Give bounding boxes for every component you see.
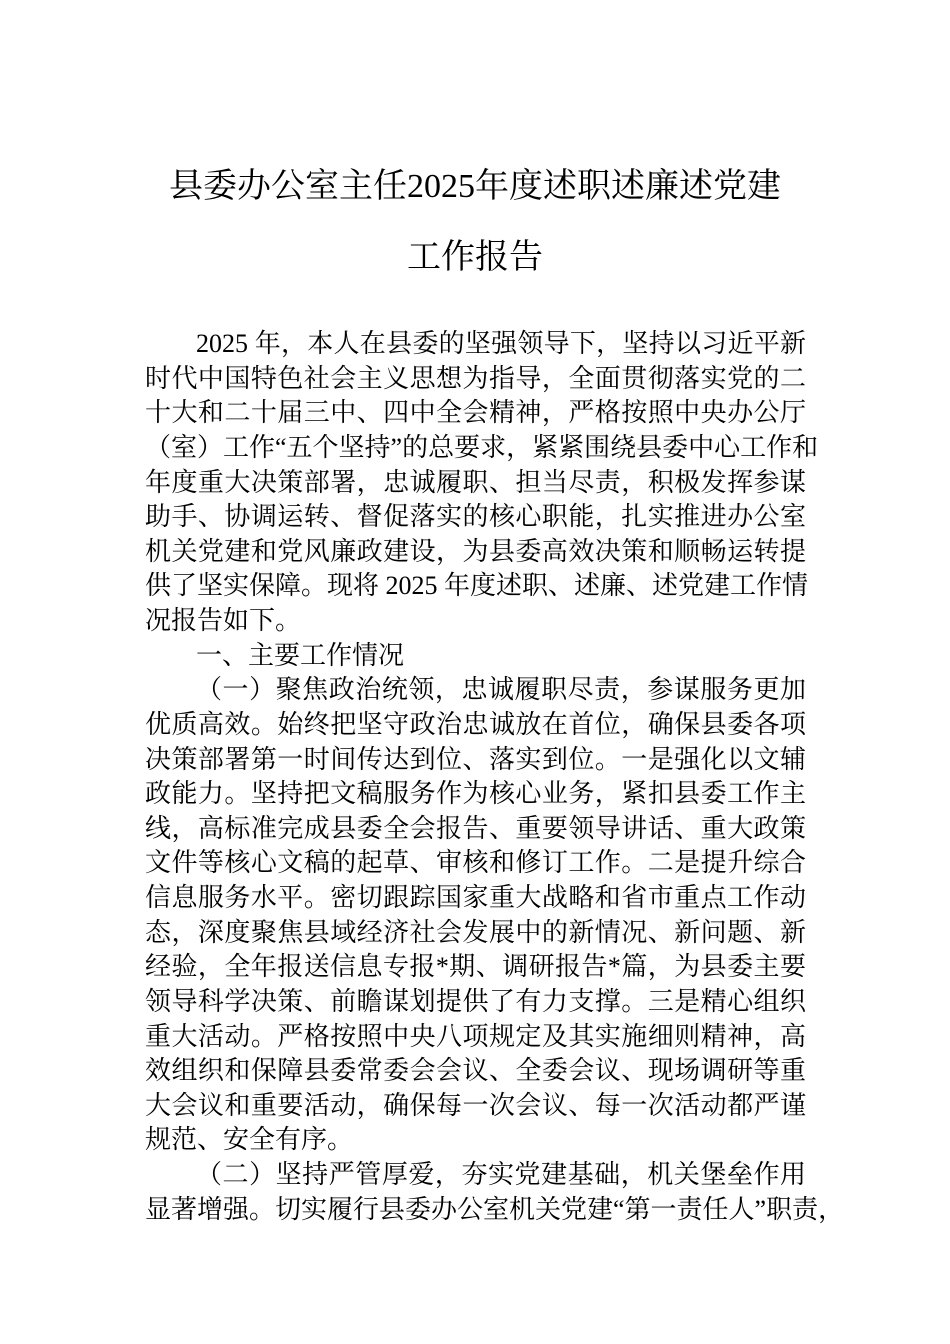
body-text-line: 况报告如下。 <box>145 606 302 635</box>
document-title-line-2: 工作报告 <box>407 239 543 276</box>
body-text-line: 十大和二十届三中、四中全会精神，严格按照中央办公厅 <box>145 398 806 428</box>
body-text-line: 大会议和重要活动，确保每一次会议、每一次活动都严谨 <box>145 1090 806 1120</box>
body-text-line: （一）聚焦政治统领，忠诚履职尽责，参谋服务更加 <box>196 675 806 705</box>
body-text-line: 2025 年，本人在县委的坚强领导下，坚持以习近平新 <box>196 329 806 358</box>
body-text-line: 重大活动。严格按照中央八项规定及其实施细则精神，高 <box>145 1021 806 1051</box>
body-text-line: 显著增强。切实履行县委办公室机关党建“第一责任人”职责， <box>145 1194 845 1224</box>
body-text-line: 领导科学决策、前瞻谋划提供了有力支撑。三是精心组织 <box>145 986 806 1016</box>
body-text-line: 一、主要工作情况 <box>196 640 405 670</box>
body-text-line: 供了坚实保障。现将 2025 年度述职、述廉、述党建工作情 <box>145 571 809 601</box>
body-text-line: 规范、安全有序。 <box>145 1125 354 1155</box>
body-text-line: 效组织和保障县委常委会会议、全委会议、现场调研等重 <box>145 1056 806 1086</box>
body-text-line: 机关党建和党风廉政建设，为县委高效决策和顺畅运转提 <box>145 536 806 566</box>
body-text-line: 年度重大决策部署，忠诚履职、担当尽责，积极发挥参谋 <box>145 467 806 497</box>
body-text-line: 态，深度聚焦县域经济社会发展中的新情况、新问题、新 <box>145 917 806 947</box>
document-body <box>145 327 845 1227</box>
body-text-line: 经验，全年报送信息专报*期、调研报告*篇，为县委主要 <box>145 952 806 982</box>
body-text-line: 助手、协调运转、督促落实的核心职能，扎实推进办公室 <box>145 502 806 532</box>
body-text-line: 文件等核心文稿的起草、审核和修订工作。二是提升综合 <box>145 848 806 878</box>
document-title-line-1: 县委办公室主任2025年度述职述廉述党建 <box>169 168 781 205</box>
body-text-line: 政能力。坚持把文稿服务作为核心业务，紧扣县委工作主 <box>145 779 806 809</box>
body-text-line: 决策部署第一时间传达到位、落实到位。一是强化以文辅 <box>145 744 806 774</box>
body-text-line: 时代中国特色社会主义思想为指导，全面贯彻落实党的二 <box>145 363 806 393</box>
body-text-line: （二）坚持严管厚爱，夯实党建基础，机关堡垒作用 <box>196 1160 806 1189</box>
body-text-line: （室）工作“五个坚持”的总要求，紧紧围绕县委中心工作和 <box>145 432 819 462</box>
body-text-line: 线，高标准完成县委全会报告、重要领导讲话、重大政策 <box>145 813 806 843</box>
body-text-line: 信息服务水平。密切跟踪国家重大战略和省市重点工作动 <box>145 883 806 912</box>
body-text-line: 优质高效。始终把坚守政治忠诚放在首位，确保县委各项 <box>145 709 806 739</box>
